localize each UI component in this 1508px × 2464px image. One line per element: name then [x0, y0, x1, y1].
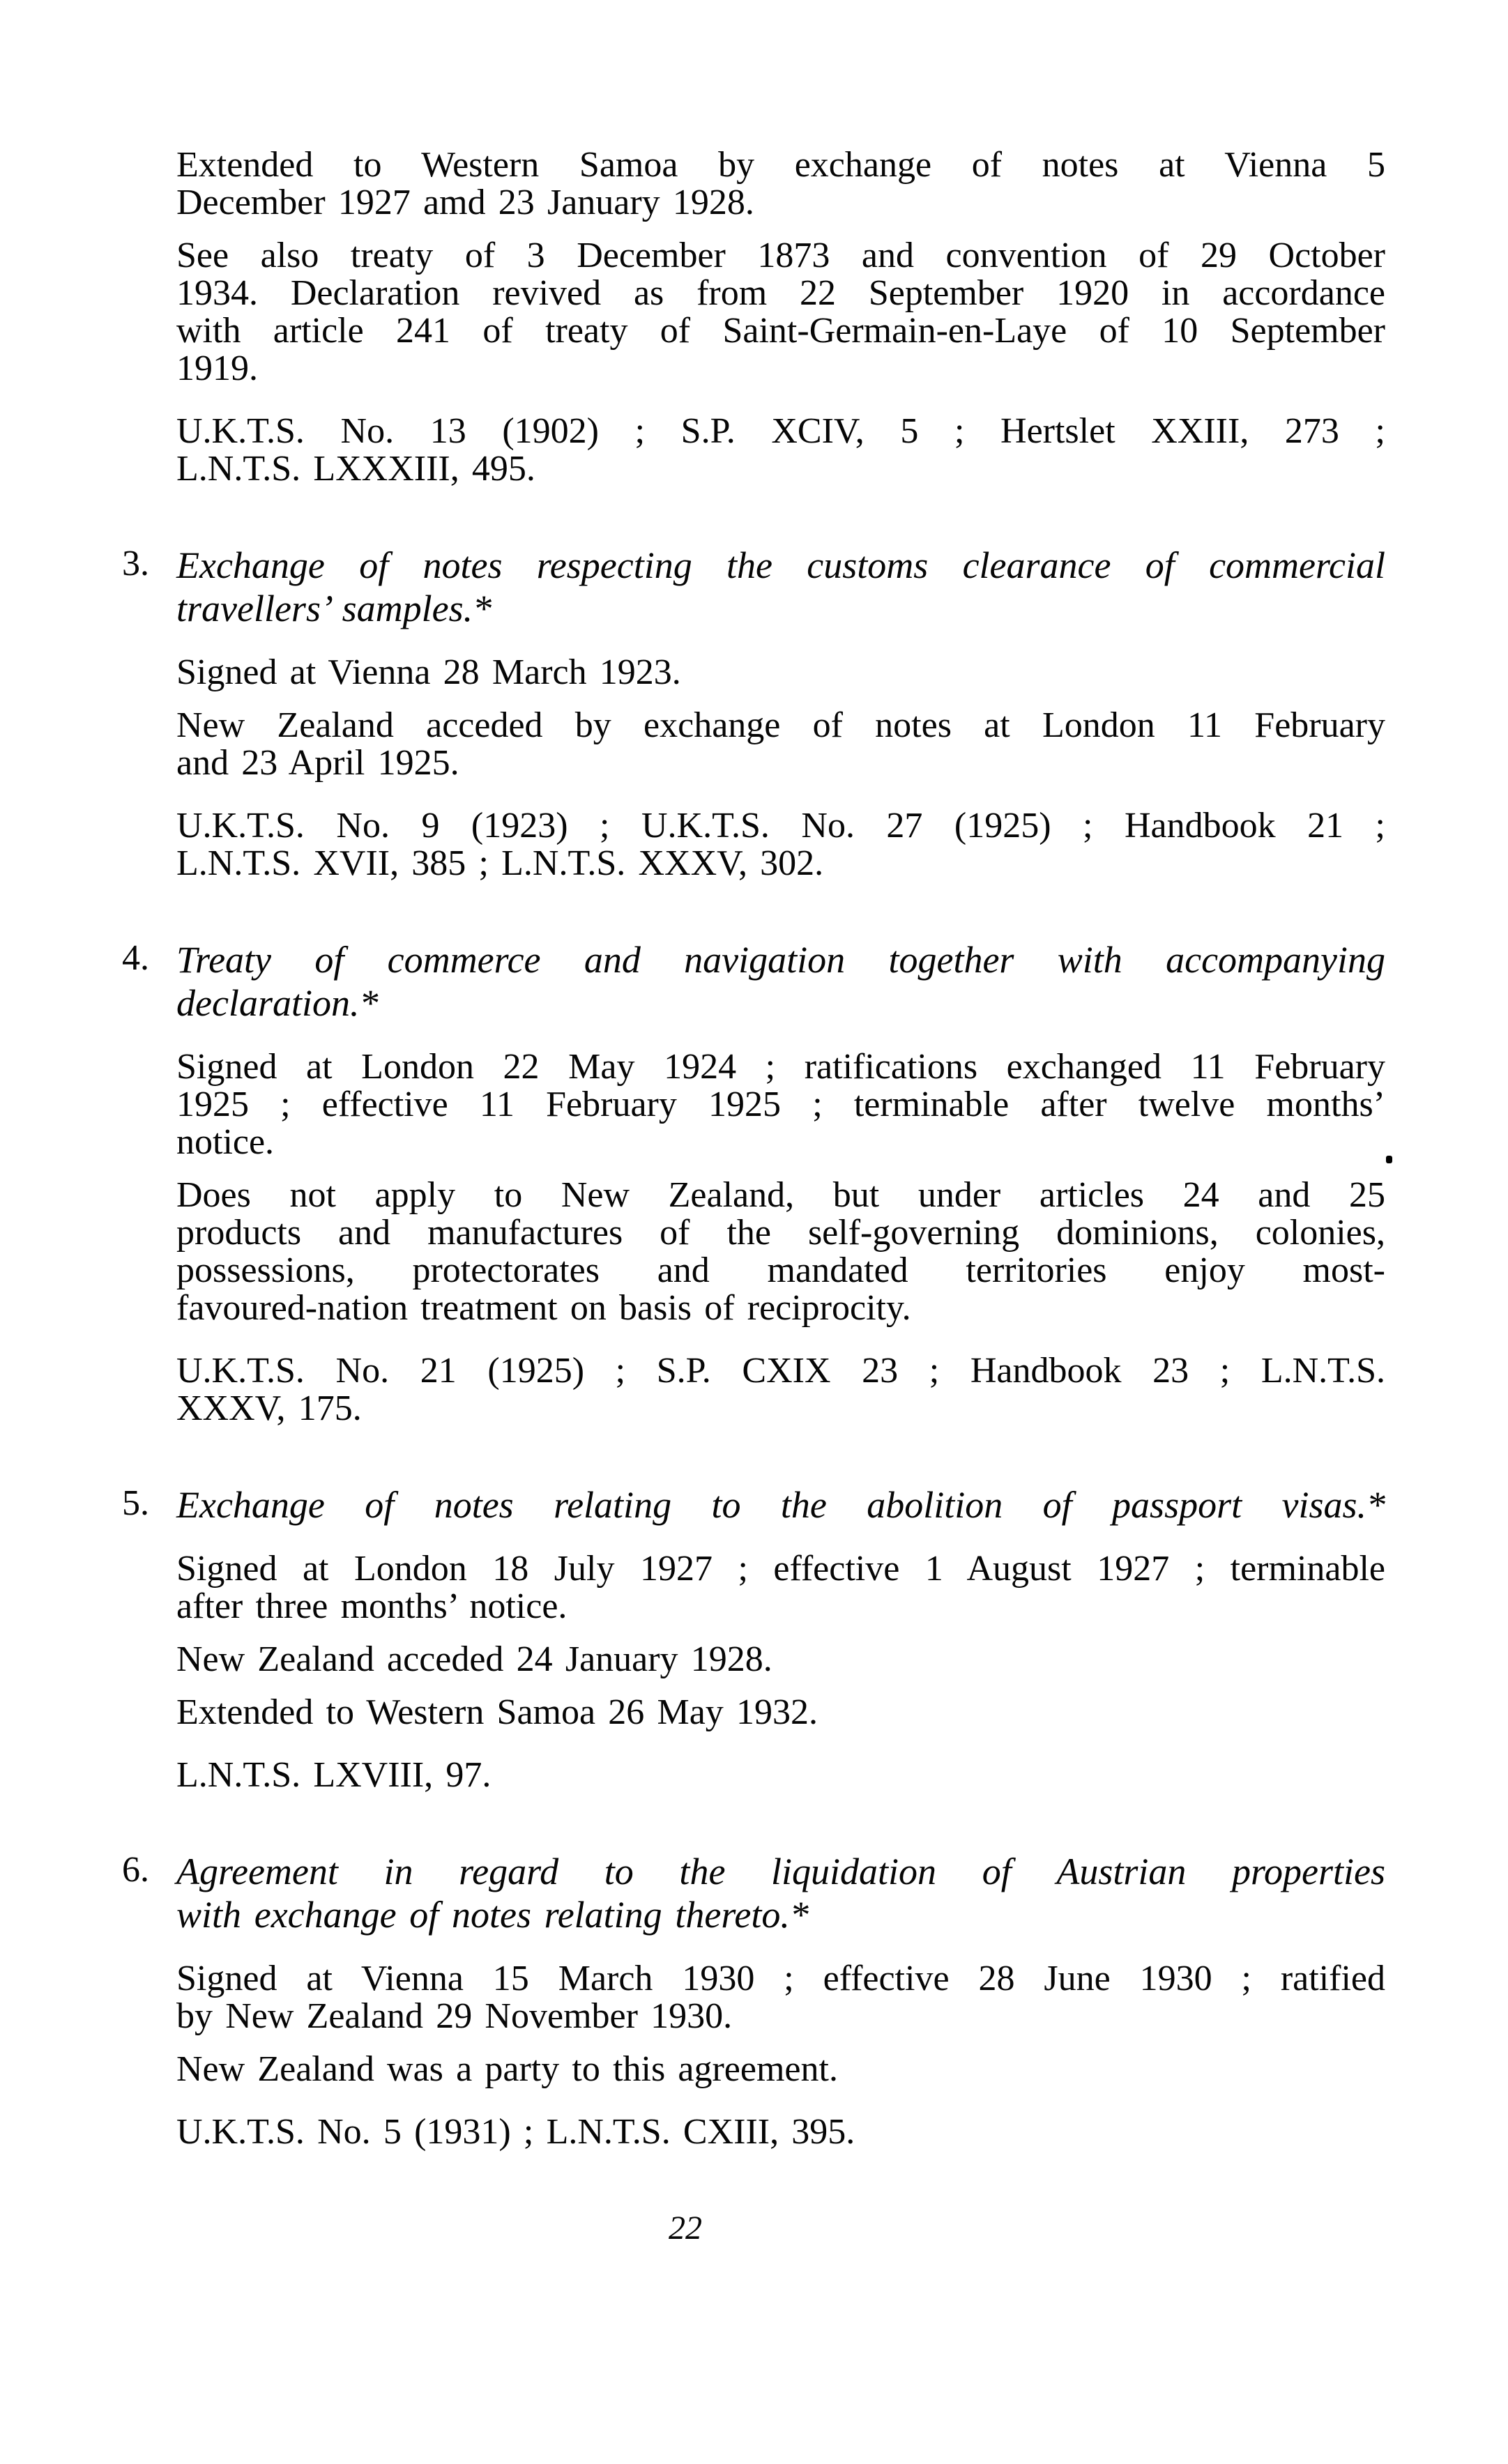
- citation-line: L.N.T.S. LXXXIII, 495.: [176, 449, 535, 489]
- citation: [176, 413, 1385, 488]
- text-line: 1934. Declaration revived as from 22 September 1920 in accordance: [176, 273, 1385, 313]
- text-line: with article 241 of treaty of Saint-Germain-en-Laye of 10 September: [176, 311, 1385, 351]
- paragraph: [176, 146, 1385, 222]
- text-line: Signed at London 18 July 1927 ; effective 1 August 1927 ; terminable: [176, 1549, 1385, 1589]
- paragraph: [176, 1641, 1385, 1678]
- paragraph: [176, 2051, 1385, 2088]
- entry-title: [176, 544, 1385, 630]
- text-line: Extended to Western Samoa 26 May 1932.: [176, 1692, 818, 1732]
- paragraph: [176, 1177, 1385, 1327]
- treaty-entry: [122, 544, 1385, 883]
- paragraph: [176, 1694, 1385, 1731]
- title-line: Exchange of notes respecting the customs clearance of commercial: [176, 544, 1385, 586]
- citation: [176, 2113, 1385, 2151]
- paragraph: [176, 654, 1385, 691]
- entry-title: [176, 938, 1385, 1025]
- paragraph: [176, 1550, 1385, 1625]
- paragraph: [176, 237, 1385, 388]
- paragraph: [176, 1048, 1385, 1161]
- citation-line: L.N.T.S. XVII, 385 ; L.N.T.S. XXXV, 302.: [176, 843, 824, 883]
- citation-line: XXXV, 175.: [176, 1388, 362, 1428]
- citation: [176, 1757, 1385, 1794]
- entry-number: 5.: [122, 1483, 149, 1523]
- title-line: Treaty of commerce and navigation together with accompanying: [176, 939, 1385, 981]
- treaty-entry: [122, 938, 1385, 1428]
- text-line: Does not apply to New Zealand, but under articles 24 and 25: [176, 1175, 1385, 1215]
- text-line: New Zealand was a party to this agreement.: [176, 2049, 838, 2089]
- citation-line: U.K.T.S. No. 21 (1925) ; S.P. CXIX 23 ; Handbook 23 ; L.N.T.S.: [176, 1351, 1385, 1391]
- title-line: declaration.*: [176, 982, 379, 1024]
- text-line: New Zealand acceded by exchange of notes at London 11 February: [176, 705, 1385, 745]
- page-number: 22: [669, 2210, 702, 2247]
- citation-line: U.K.T.S. No. 9 (1923) ; U.K.T.S. No. 27 (1925) ; Handbook 21 ;: [176, 806, 1385, 845]
- citation: [176, 807, 1385, 882]
- text-line: and 23 April 1925.: [176, 743, 459, 783]
- text-line: products and manufactures of the self-governing dominions, colonies,: [176, 1213, 1385, 1253]
- text-line: after three months’ notice.: [176, 1586, 568, 1626]
- citation-line: U.K.T.S. No. 13 (1902) ; S.P. XCIV, 5 ; Hertslet XXIII, 273 ;: [176, 411, 1385, 451]
- treaty-entry: [122, 1850, 1385, 2152]
- citation: [176, 1352, 1385, 1428]
- text-line: Signed at Vienna 28 March 1923.: [176, 652, 681, 692]
- citation-line: L.N.T.S. LXVIII, 97.: [176, 1755, 492, 1795]
- text-line: See also treaty of 3 December 1873 and convention of 29 October: [176, 236, 1385, 275]
- text-line: possessions, protectorates and mandated territories enjoy most-: [176, 1250, 1385, 1290]
- text-line: New Zealand acceded 24 January 1928.: [176, 1639, 772, 1679]
- scan-speck-artifact: [1386, 1156, 1392, 1163]
- entry-number: 4.: [122, 938, 149, 978]
- title-line: with exchange of notes relating thereto.*: [176, 1894, 809, 1936]
- text-line: by New Zealand 29 November 1930.: [176, 1996, 733, 2036]
- entry-number: 3.: [122, 544, 149, 583]
- text-line: Extended to Western Samoa by exchange of notes at Vienna 5: [176, 145, 1385, 185]
- entry-title: [176, 1850, 1385, 1936]
- text-line: December 1927 amd 23 January 1928.: [176, 183, 754, 222]
- text-line: Signed at Vienna 15 March 1930 ; effective 28 June 1930 ; ratified: [176, 1959, 1385, 1998]
- text-line: notice.: [176, 1122, 275, 1162]
- title-line: Agreement in regard to the liquidation of Austrian properties: [176, 1851, 1385, 1892]
- title-line: Exchange of notes relating to the abolition of passport visas.*: [176, 1484, 1385, 1526]
- entry-number: 6.: [122, 1850, 149, 1890]
- paragraph: [176, 707, 1385, 782]
- paragraph: [176, 1960, 1385, 2035]
- title-line: travellers’ samples.*: [176, 588, 492, 629]
- text-line: 1919.: [176, 349, 258, 388]
- text-line: Signed at London 22 May 1924 ; ratifications exchanged 11 February: [176, 1047, 1385, 1087]
- treaty-entry: [122, 1483, 1385, 1795]
- citation-line: U.K.T.S. No. 5 (1931) ; L.N.T.S. CXIII, 395.: [176, 2112, 855, 2152]
- text-line: favoured-nation treatment on basis of reciprocity.: [176, 1288, 911, 1328]
- text-column: [122, 145, 1385, 2152]
- intro-section: [176, 146, 1385, 488]
- text-line: 1925 ; effective 11 February 1925 ; terminable after twelve months’: [176, 1085, 1385, 1124]
- entry-title: [176, 1483, 1385, 1526]
